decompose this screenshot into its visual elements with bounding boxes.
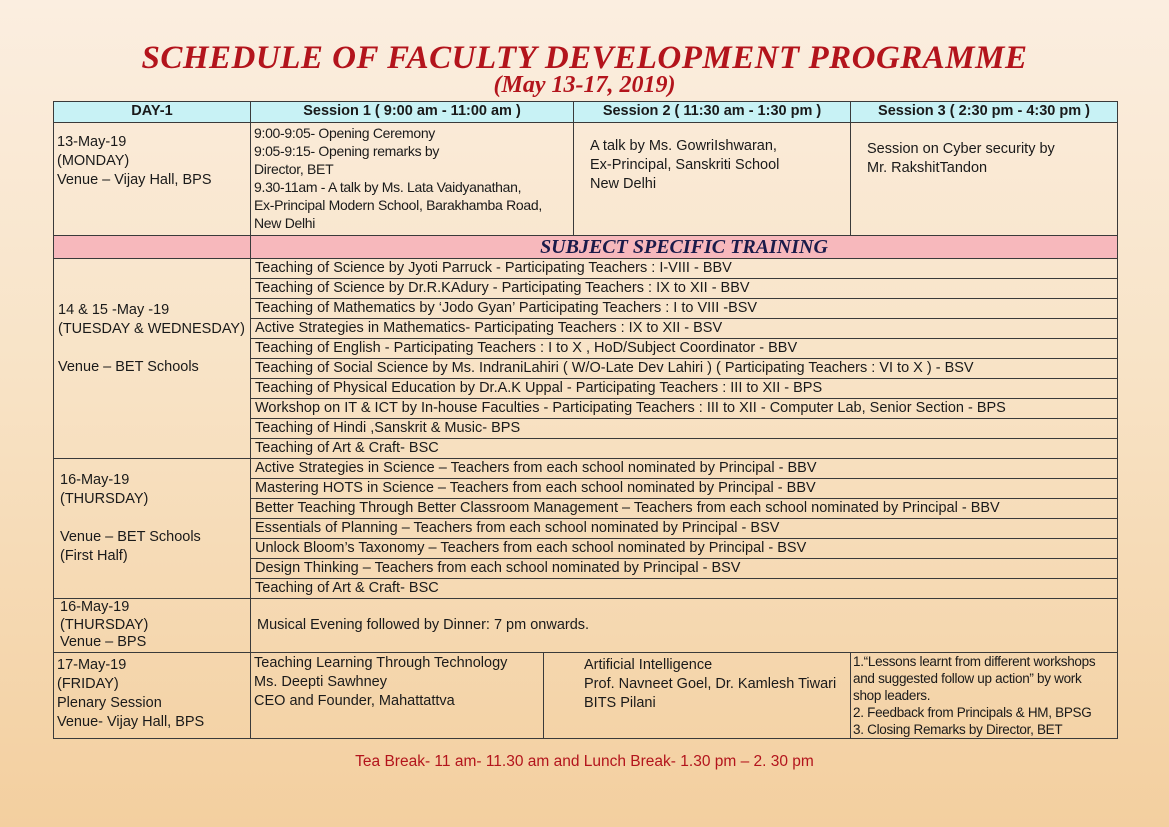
day1-s3-line: Mr. RakshitTandon (867, 160, 988, 176)
header-row (54, 102, 1118, 123)
header-session-1: Session 1 ( 9:00 am - 11:00 am ) (251, 102, 574, 123)
day-16b-weekday: (THURSDAY) (60, 616, 149, 633)
day-17-session-3 (851, 653, 1118, 739)
day-16a-date-cell (54, 459, 251, 599)
days-14-15-date: 14 & 15 -May -19 (58, 302, 170, 318)
day1-s1-line: Ex-Principal Modern School, Barakhamba Road, (254, 197, 542, 213)
day1-s3-line: Session on Cyber security by (867, 141, 1055, 157)
session-item: Teaching of Art & Craft- BSC (251, 439, 1118, 459)
day-16a-note: (First Half) (60, 548, 128, 564)
day1-s1-line: New Delhi (254, 215, 316, 231)
session-item: Essentials of Planning – Teachers from each school nominated by Principal - BSV (251, 519, 1118, 539)
day1-row (54, 123, 1118, 236)
day-16a-weekday: (THURSDAY) (60, 491, 149, 507)
day-17-s2-line: Artificial Intelligence (584, 657, 713, 673)
day-17-s2-line: Prof. Navneet Goel, Dr. Kamlesh Tiwari (584, 676, 837, 692)
day-17-s1-line: CEO and Founder, Mahattattva (254, 693, 455, 709)
day-17-s1-line: Ms. Deepti Sawhney (254, 674, 387, 690)
header-day: DAY-1 (54, 102, 251, 123)
banner-empty-cell (54, 236, 251, 259)
day-17-s2-line: BITS Pilani (584, 695, 656, 711)
spacer-line (60, 509, 250, 528)
day1-session-2 (574, 123, 851, 236)
day1-session-1 (251, 123, 574, 236)
day1-s2-line: A talk by Ms. GowriIshwaran, (590, 138, 777, 154)
days-14-15-date-cell (54, 259, 251, 459)
day-17-session-1 (251, 653, 544, 739)
session-item: Teaching of Science by Dr.R.KAdury - Participating Teachers : IX to XII - BBV (251, 279, 1118, 299)
session-item: Teaching of English - Participating Teachers : I to X , HoD/Subject Coordinator - BBV (251, 339, 1118, 359)
day1-s1-line: Director, BET (254, 161, 334, 177)
session-row (54, 259, 1118, 279)
session-row (54, 459, 1118, 479)
day-17-date-cell (54, 653, 251, 739)
day-17-venue: Venue- Vijay Hall, BPS (57, 714, 205, 730)
day-17-date: 17-May-19 (57, 657, 127, 673)
day1-venue: Venue – Vijay Hall, BPS (57, 172, 212, 188)
day-16b-row (54, 599, 1118, 653)
day-16b-date: 16-May-19 (60, 599, 130, 615)
day1-weekday: (MONDAY) (57, 153, 130, 169)
day-17-row (54, 653, 1118, 739)
session-item: Teaching of Art & Craft- BSC (251, 579, 1118, 599)
break-timings: Tea Break- 11 am- 11.30 am and Lunch Break- 1.30 pm – 2. 30 pm (355, 753, 814, 770)
session-item: Teaching of Hindi ,Sanskrit & Music- BPS (251, 419, 1118, 439)
day-17-s3-line: 2. Feedback from Principals & HM, BPSG (853, 705, 1092, 720)
session-item: Design Thinking – Teachers from each school nominated by Principal - BSV (251, 559, 1118, 579)
page-title: SCHEDULE OF FACULTY DEVELOPMENT PROGRAMME (141, 40, 1028, 76)
subject-specific-training-heading: SUBJECT SPECIFIC TRAINING (251, 236, 1118, 259)
session-item: Teaching of Science by Jyoti Parruck - Participating Teachers : I-VIII - BBV (251, 259, 1118, 279)
day1-s1-line: 9:00-9:05- Opening Ceremony (254, 125, 436, 141)
days-14-15-weekday: (TUESDAY & WEDNESDAY) (58, 321, 245, 337)
day-17-s1-line: Teaching Learning Through Technology (254, 655, 508, 671)
day1-s1-line: 9.30-11am - A talk by Ms. Lata Vaidyanathan, (254, 179, 522, 195)
header-session-3: Session 3 ( 2:30 pm - 4:30 pm ) (851, 102, 1118, 123)
session-item: Active Strategies in Mathematics- Participating Teachers : IX to XII - BSV (251, 319, 1118, 339)
day-16a-date: 16-May-19 (60, 472, 130, 488)
day-17-plenary: Plenary Session (57, 695, 162, 711)
header-session-2: Session 2 ( 11:30 am - 1:30 pm ) (574, 102, 851, 123)
day-16b-date-cell (54, 599, 251, 653)
session-item: Better Teaching Through Better Classroom Management – Teachers from each school nominated by Principal - BBV (251, 499, 1118, 519)
session-item: Teaching of Mathematics by ‘Jodo Gyan’ Participating Teachers : I to VIII -BSV (251, 299, 1118, 319)
day1-date: 13-May-19 (57, 134, 127, 150)
session-item: Teaching of Physical Education by Dr.A.K Uppal - Participating Teachers : III to XII - BPS (251, 379, 1118, 399)
session-item: Workshop on IT & ICT by In-house Faculties - Participating Teachers : III to XII - Computer Lab, Senior Section - BPS (251, 399, 1118, 419)
day-17-s3-line: shop leaders. (853, 688, 931, 703)
day-16a-venue: Venue – BET Schools (60, 529, 201, 545)
session-item: Teaching of Social Science by Ms. IndraniLahiri ( W/O-Late Dev Lahiri ) ( Participating Teachers : VI to X ) - BSV (251, 359, 1118, 379)
day-17-weekday: (FRIDAY) (57, 676, 119, 692)
days-14-15-venue: Venue – BET Schools (58, 359, 199, 375)
day-17-s3-line: 1.“Lessons learnt from different workshops (853, 654, 1096, 669)
session-item: Active Strategies in Science – Teachers from each school nominated by Principal - BBV (251, 459, 1118, 479)
spacer-line (58, 339, 246, 358)
schedule-table (53, 101, 1118, 739)
day-17-s3-line: and suggested follow up action” by work (853, 671, 1082, 686)
day-17-s3-line: 3. Closing Remarks by Director, BET (853, 722, 1063, 737)
day-17-session-2 (544, 653, 851, 739)
day1-session-3 (851, 123, 1118, 236)
day-16b-venue: Venue – BPS (60, 634, 147, 650)
day1-s2-line: New Delhi (590, 176, 657, 192)
session-item: Unlock Bloom’s Taxonomy – Teachers from each school nominated by Principal - BSV (251, 539, 1118, 559)
session-item: Mastering HOTS in Science – Teachers from each school nominated by Principal - BBV (251, 479, 1118, 499)
day1-s1-line: 9:05-9:15- Opening remarks by (254, 143, 440, 159)
day1-s2-line: Ex-Principal, Sanskriti School (590, 157, 780, 173)
musical-evening: Musical Evening followed by Dinner: 7 pm onwards. (251, 599, 1118, 653)
day1-date-cell (54, 123, 251, 236)
page-subtitle: (May 13-17, 2019) (493, 72, 676, 98)
banner-row (54, 236, 1118, 259)
